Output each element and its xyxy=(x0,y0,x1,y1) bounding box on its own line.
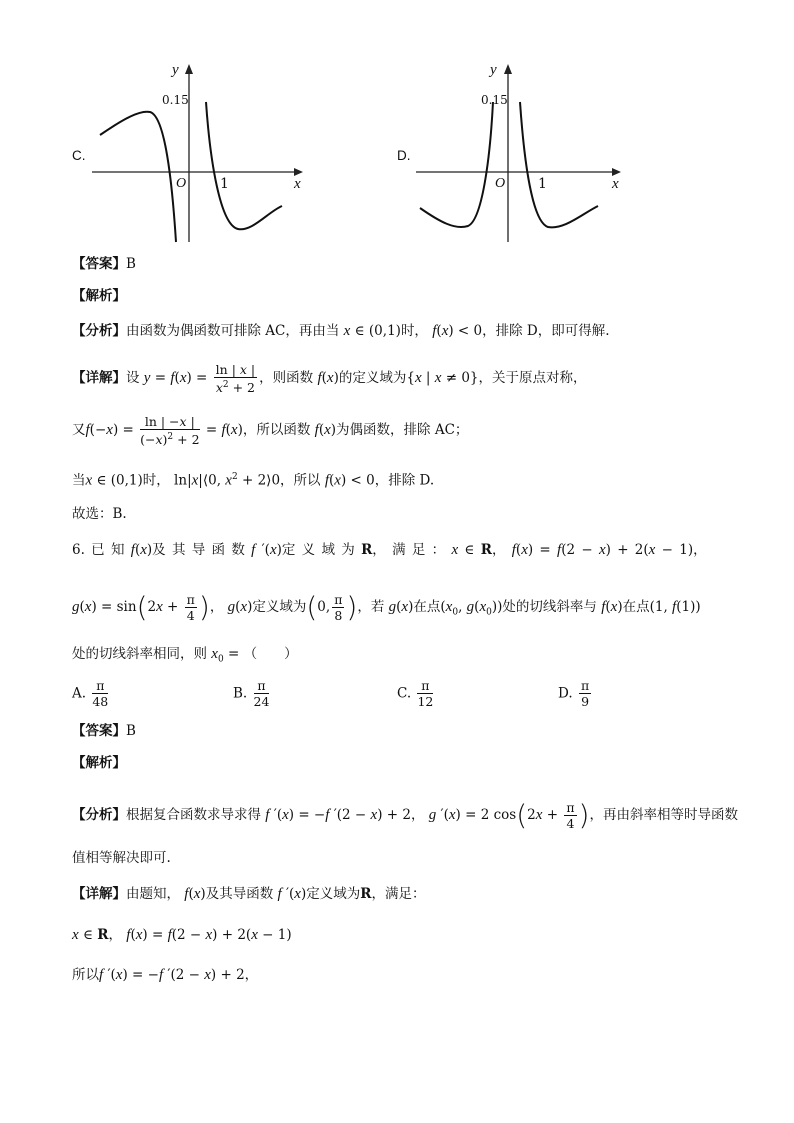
q6-fenxi-2: ， xyxy=(410,807,425,823)
q6-fenxi-label: 【分析】 xyxy=(72,807,126,823)
q6-option-d-den: 9 xyxy=(581,694,590,709)
q6-stem-2-b: 定义域为 xyxy=(252,599,307,615)
q5-xiangjie-line-1: 【详解】设 y = f(x) = $\frac{\ln | x |}{x^2 + 2}$ ，则函数 f(x)的定义域为{x | x ≠ 0}，关于原点对称， xyxy=(72,362,587,396)
graph-c-y-axis-label: y xyxy=(172,62,179,78)
q6-fenxi-3: ，再由斜率相等时导函数 xyxy=(589,807,738,823)
q5-l3-c: ，所以 xyxy=(280,472,321,489)
q5-fenxi-text-3: ，排除 D，即可得解. xyxy=(482,323,610,339)
q6-x3-a: 所以 xyxy=(72,967,99,983)
q6-x1-b: 及其导函数 xyxy=(205,886,274,902)
q6-stem-2-a: ， xyxy=(209,599,224,615)
q5-xiangjie-line-3: 当x ∈ (0,1)时， ln|x|⟨0, $x^2$ + 2⟩0，所以 f(x) < 0，排除 D. xyxy=(72,472,435,489)
graph-d xyxy=(412,58,628,250)
q5-l2-c: 为偶函数，排除 AC； xyxy=(336,422,469,439)
q6-option-a-den: 48 xyxy=(92,694,109,709)
q6-option-b[interactable] xyxy=(233,678,271,709)
graph-d-x-axis-label: x xyxy=(612,176,619,192)
graph-c-origin-label: O xyxy=(176,176,187,191)
q5-choose: 故选：B. xyxy=(72,506,127,522)
graph-c-label: C. xyxy=(72,148,86,163)
q6-xiangjie-line-1: 【详解】由题知， f(x)及其导函数 f ′(x)定义域为R，满足： xyxy=(72,886,426,902)
q6-option-a-label: A. xyxy=(72,685,87,702)
q6-stem-1-b: 及 其 导 函 数 xyxy=(152,542,245,558)
graph-d-origin-label: O xyxy=(495,176,506,191)
q6-x1-c: 定义域为 xyxy=(306,886,361,902)
q5-xiangjie-label: 【详解】 xyxy=(72,370,126,387)
q5-l1-d: ，关于原点对称， xyxy=(478,370,587,387)
q6-option-b-den: 24 xyxy=(253,694,270,709)
q6-option-b-num: π xyxy=(254,678,270,694)
q6-option-b-label: B. xyxy=(233,685,248,702)
q5-l1-a: 设 xyxy=(126,370,140,387)
graph-c xyxy=(88,58,320,250)
graph-c-x-axis-label: x xyxy=(294,176,301,192)
q5-l3-a: 当 xyxy=(72,472,86,489)
q6-option-c[interactable] xyxy=(397,678,435,709)
q5-analysis-label: 【解析】 xyxy=(72,288,126,304)
q6-stem-1-a: 6. 已 知 xyxy=(72,542,125,558)
q6-stem-line-3: 处的切线斜率相同，则 $x_0$ = （ ） xyxy=(72,646,298,665)
q6-x2-b: ， xyxy=(108,927,122,943)
q6-stem-1-e: ， 满 足 ： xyxy=(372,542,446,558)
q5-l2-b: ，所以函数 xyxy=(242,422,311,439)
q5-answer-value: B xyxy=(126,256,136,272)
graph-c-x-tick-label: 1 xyxy=(220,176,229,192)
q6-stem-1-d: R xyxy=(361,542,373,558)
graph-d-label: D. xyxy=(397,148,411,163)
q6-xiangjie-line-3: 所以f ′(x) = −f ′(2 − x) + 2， xyxy=(72,967,259,983)
q5-l3-d: ，排除 D. xyxy=(374,472,435,489)
q6-stem-2-c: ，若 xyxy=(357,599,385,615)
q6-answer-label: 【答案】 xyxy=(72,723,126,739)
q6-x1-a: 由题知， xyxy=(126,886,180,902)
q5-answer-label: 【答案】 xyxy=(72,256,126,272)
q6-stem-line-1: 6. 已 知 f(x)及 其 导 函 数 f ′(x)定 义 域 为 R， 满 足 ： x ∈ R， f(x) = f(2 − x) + 2(x − 1)， xyxy=(72,542,707,558)
q6-stem-line-2: g(x) = sin(2x + $\frac{\pi}{4}$ )， g(x)定义域为(0, $\frac{\pi}{8}$ )，若 g(x)在点($x_0$, $g(x_0)$)处的切线斜率与 f(x)在点(1, f(1)) xyxy=(72,590,701,624)
q6-x1-e: ，满足： xyxy=(371,886,426,902)
q6-stem-3-b: （ ） xyxy=(243,646,298,662)
q6-fenxi-1: 根据复合函数求导求得 xyxy=(126,807,261,823)
q6-option-d-num: π xyxy=(580,678,590,693)
graph-c-y-tick-label: 0.15 xyxy=(162,93,189,107)
q6-fenxi-line-1: 【分析】根据复合函数求导求得 f ′(x) = −f ′(2 − x) + 2， g ′(x) = 2 cos(2x + $\frac{\pi}{4}$ )，再由斜率相等时导函数 xyxy=(72,798,738,832)
q5-fenxi-label: 【分析】 xyxy=(72,323,126,339)
q5-l3-b: 时， xyxy=(142,472,170,489)
q5-fenxi-text-1: 由函数为偶函数可排除 AC，再由当 xyxy=(126,323,340,339)
q6-stem-2-d: 在点 xyxy=(413,599,441,615)
graph-d-y-tick-label: 0.15 xyxy=(481,93,508,107)
q6-xiangjie-line-2: x ∈ R， f(x) = f(2 − x) + 2(x − 1) xyxy=(72,927,292,943)
q6-option-d[interactable] xyxy=(558,678,593,709)
q5-l1-c: 的定义域为 xyxy=(338,370,407,387)
q6-option-c-den: 12 xyxy=(417,694,434,709)
q6-option-a-num: π xyxy=(92,678,108,694)
q6-answer xyxy=(72,721,136,741)
graph-d-y-axis-label: y xyxy=(490,62,497,78)
q6-option-d-label: D. xyxy=(558,685,573,702)
q6-stem-2-f: 在点 xyxy=(622,599,650,615)
q6-analysis-label: 【解析】 xyxy=(72,755,126,771)
q5-fenxi-text-2: 时， xyxy=(400,323,428,339)
q6-xiangjie-label: 【详解】 xyxy=(72,886,126,902)
q5-xiangjie-line-2: 又f(−x) = $\frac{\ln | -x |}{(-x)^2 + 2}$ = f(x)，所以函数 f(x)为偶函数，排除 AC； xyxy=(72,414,469,448)
q6-stem-3: 处的切线斜率相同，则 xyxy=(72,646,207,662)
q6-stem-1-c: 定 义 域 为 xyxy=(281,542,355,558)
q6-fenxi-line-2: 值相等解决即可. xyxy=(72,850,171,866)
q6-option-c-label: C. xyxy=(397,685,412,702)
graph-d-x-tick-label: 1 xyxy=(538,176,547,192)
q6-answer-value: B xyxy=(126,723,136,739)
q6-x1-d: R xyxy=(360,886,372,902)
q6-stem-2-e: 处的切线斜率与 xyxy=(502,599,597,615)
q6-option-c-num: π xyxy=(417,678,433,694)
q5-l1-b: ，则函数 xyxy=(259,370,314,387)
q6-option-a[interactable] xyxy=(72,678,110,709)
q5-l2-a: 又 xyxy=(72,422,86,439)
q5-fenxi: 【分析】由函数为偶函数可排除 AC，再由当 x ∈ (0,1)时， f(x) < 0，排除 D，即可得解. xyxy=(72,323,610,339)
q5-answer xyxy=(72,254,136,274)
